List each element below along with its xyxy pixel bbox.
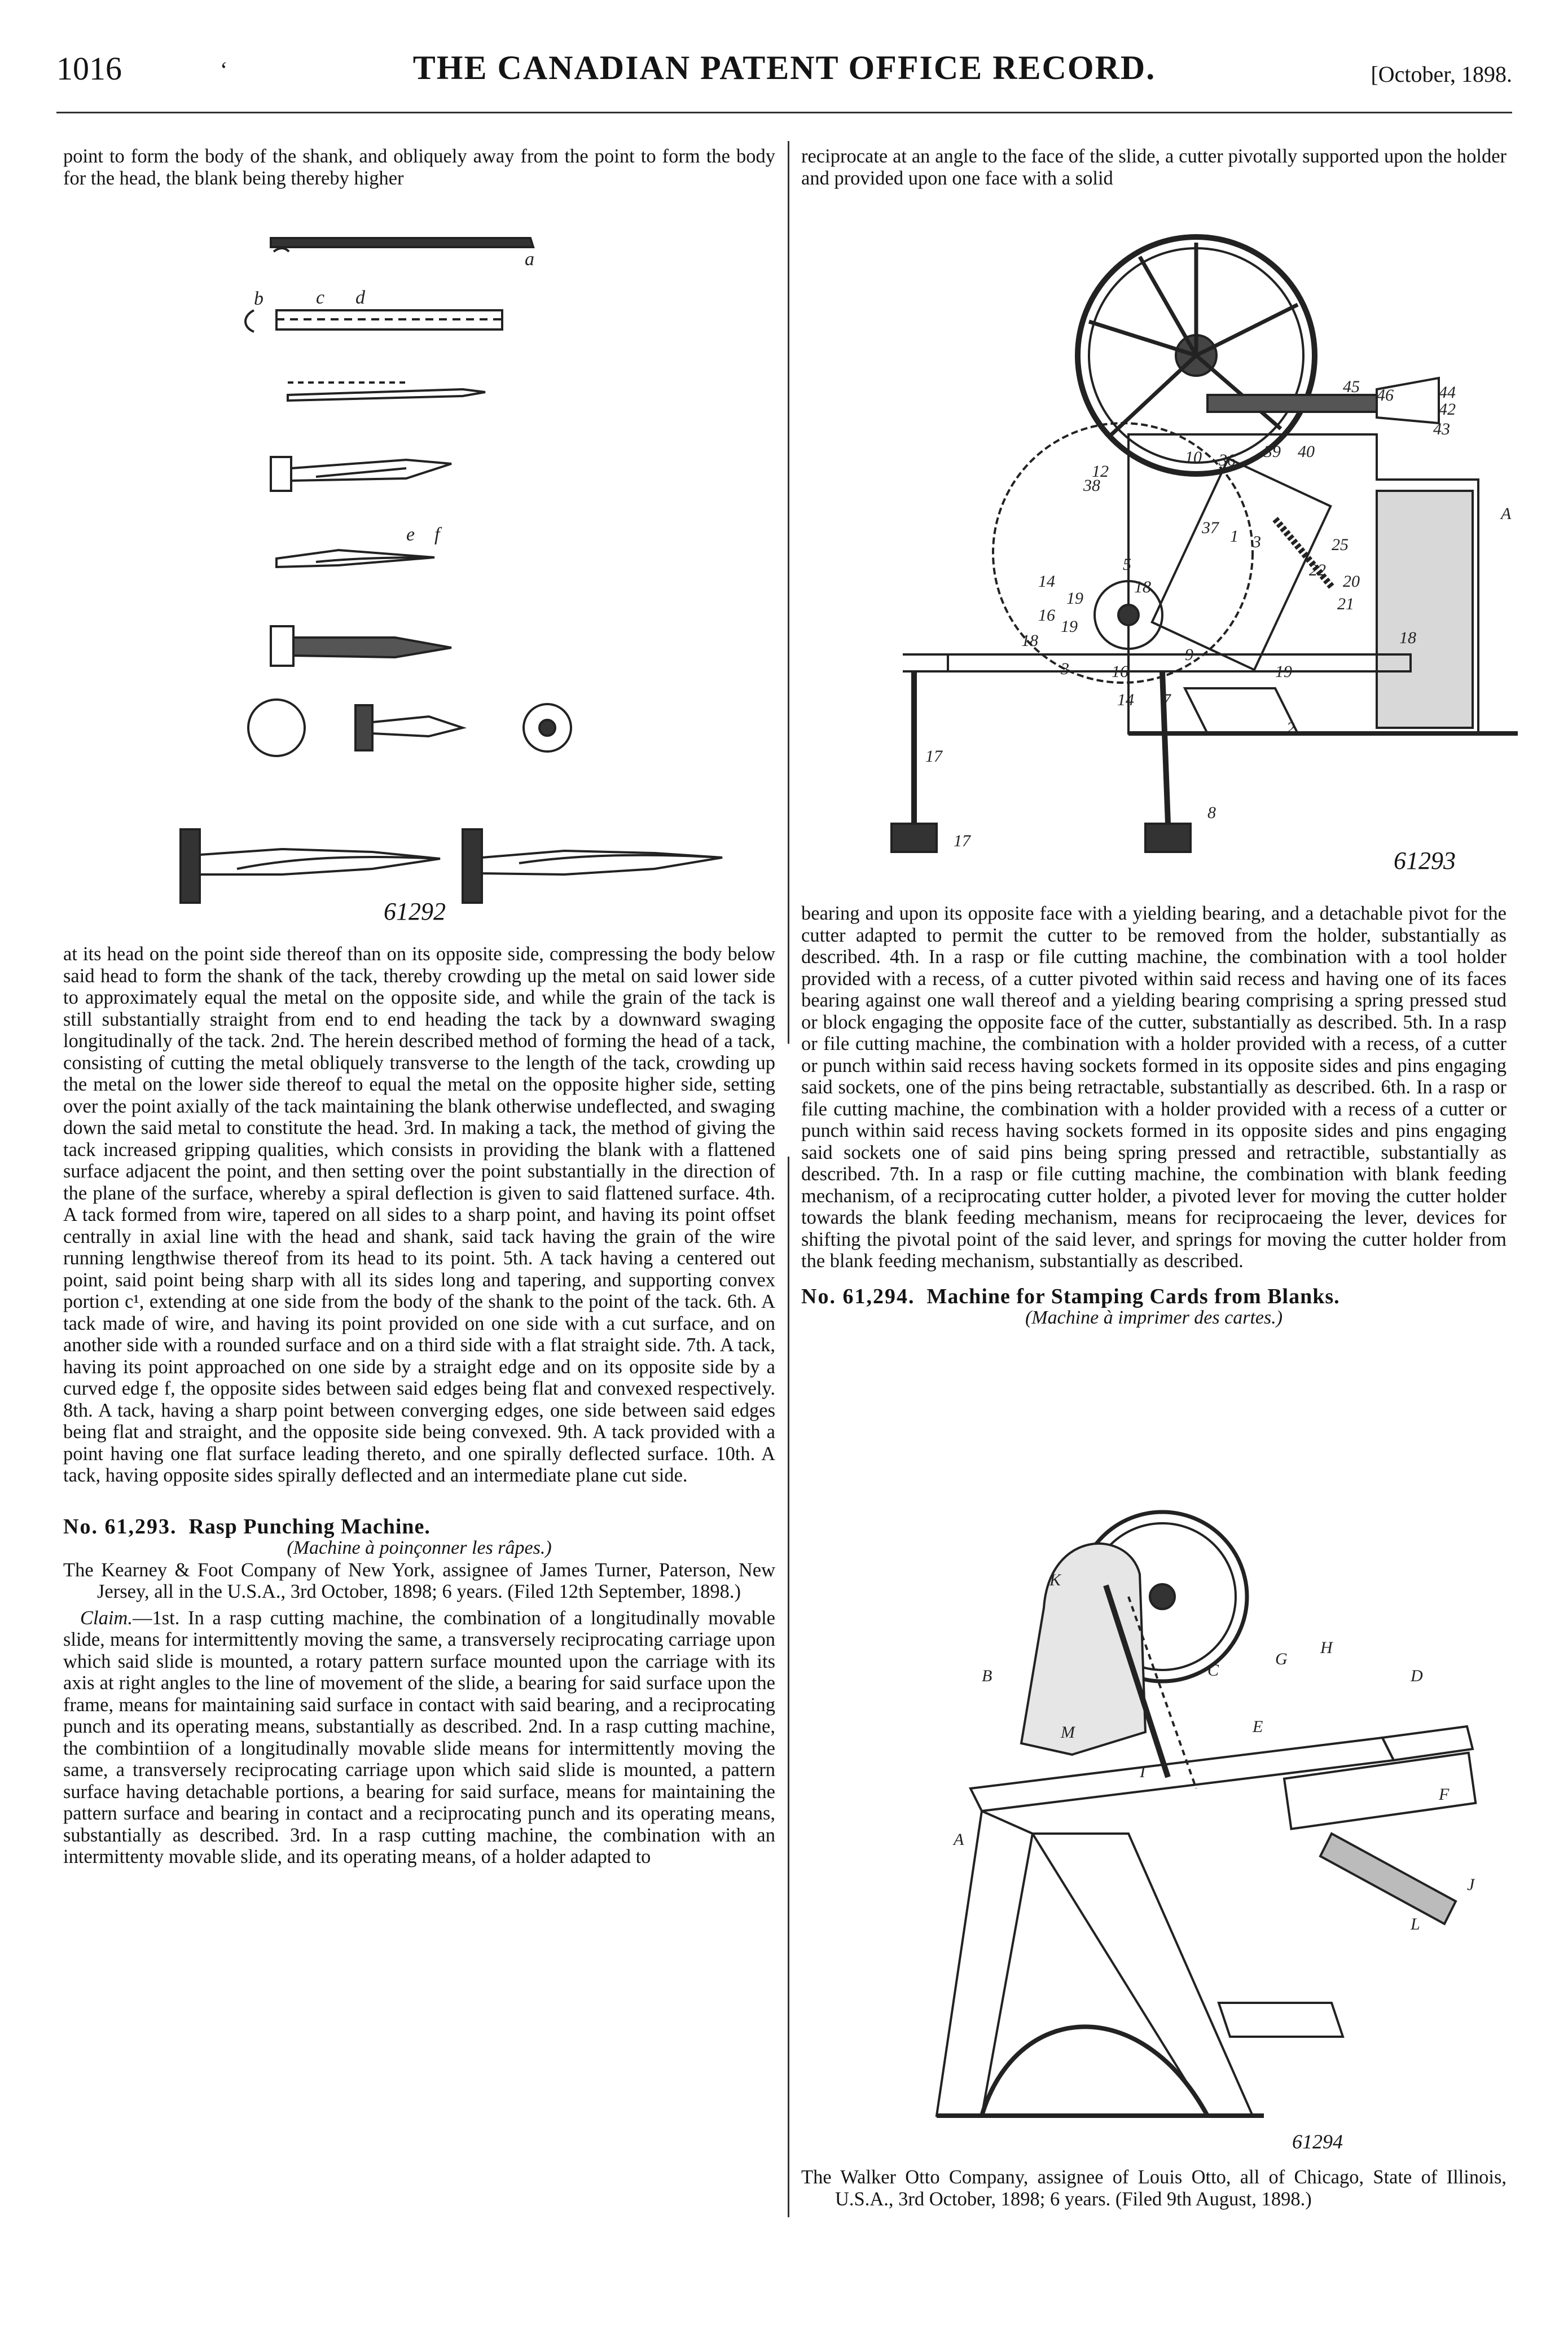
figure-61292-tack-stages — [169, 220, 734, 931]
page-header — [56, 50, 1512, 100]
letter-e: e — [406, 524, 415, 545]
entry-61294-title: Machine for Stamping Cards from Blanks. — [926, 1284, 1340, 1308]
ref-37: 22 — [1309, 561, 1326, 579]
ref-40: 37 — [1202, 518, 1219, 537]
ref-b: B — [982, 1667, 992, 1685]
ref-46: 43 — [1433, 420, 1450, 438]
ref-j: J — [1467, 1875, 1475, 1894]
ref-1: 1 — [1230, 527, 1238, 546]
left-column-top-text — [63, 146, 775, 189]
ref-13b: 14 — [1117, 691, 1134, 709]
entry-61293-title: Rasp Punching Machine. — [188, 1514, 431, 1539]
ref-f: F — [1439, 1785, 1450, 1804]
column-divider-top — [788, 141, 789, 1044]
claim-text: —1st. In a rasp cutting machine, the combination of a longitudinally movable slide, means for intermittently moving the same, a transversely reciprocating carriage upon which said slide is mounted, a rotary pattern surface mounted upon the carriage with its axis at right angles to the line of movement of the slide, a bearing for said surface upon the frame, means for maintaining said surface in contact with said bearing, and a reciprocating punch and its operating means, substantially as described. 2nd. In a rasp cutting machine, the combintiion of a longitudinally movable slide means for intermittently moving the same, a transversely reciprocating carriage upon which said slide is mounted, a pattern surface having detachable portions, a bearing for said surface, means for maintaining the pattern surface and bearing in contact and a reciprocating punch and its operating means, substantially as described. 3rd. In a rasp cutting machine, the combination with an intermittenty movable slide, and its operating means, of a holder adapted to — [63, 1607, 775, 1867]
header-rule — [56, 112, 1512, 113]
header-mark: ‘ — [220, 57, 228, 82]
figure-61294-stamping-machine — [903, 1495, 1501, 2138]
ref-21: 19 — [1061, 617, 1078, 636]
right-column-top-text — [801, 146, 1506, 189]
figure-61293-rasp-machine — [869, 226, 1518, 891]
ref-2: 2 — [1286, 719, 1295, 737]
ref-3b: 3 — [1061, 660, 1069, 678]
letter-b: b — [254, 288, 263, 309]
stamping-machine-drawing — [903, 1495, 1501, 2138]
ref-9: 9 — [1185, 645, 1193, 664]
ref-42: 38 — [1083, 476, 1100, 495]
letter-a: a — [525, 249, 534, 270]
ref-39: 36 — [1219, 451, 1236, 469]
entry-61294-number: No. 61,294. — [801, 1284, 915, 1308]
letter-c: c — [316, 287, 325, 308]
journal-title: THE CANADIAN PATENT OFFICE RECORD. — [412, 49, 1156, 86]
ref-l: L — [1411, 1915, 1420, 1933]
ref-e: E — [1253, 1717, 1263, 1736]
column-divider-bottom — [788, 1157, 789, 2217]
ref-3: 3 — [1253, 533, 1261, 551]
left-column-body — [63, 943, 775, 1868]
ref-44: 40 — [1298, 442, 1315, 461]
ref-i: I — [1140, 1763, 1145, 1781]
ref-25: 20 — [1343, 572, 1360, 591]
entry-61293-number: No. 61,293. — [63, 1514, 177, 1539]
ref-49: 46 — [1377, 386, 1394, 405]
ref-A: A — [1501, 504, 1512, 523]
entry-61293-claims — [63, 1607, 775, 1868]
ref-d: D — [1411, 1667, 1423, 1685]
ref-h: H — [1320, 1638, 1333, 1657]
ref-12: 12 — [1092, 462, 1109, 481]
ref-13: 14 — [1038, 572, 1055, 591]
continuation-text-right: reciprocate at an angle to the face of the slide, a cutter pivotally supported upon the holder and provided upon one face with a solid — [801, 146, 1506, 189]
ref-43: 39 — [1264, 442, 1281, 461]
page-number: 1016 — [56, 50, 122, 87]
ref-20: 18 — [1134, 578, 1151, 596]
ref-36: 21 — [1337, 595, 1354, 613]
entry-61294-french-title: (Machine à imprimer des cartes.) — [1025, 1307, 1283, 1328]
ref-18: 18 — [1021, 631, 1038, 650]
ref-14: 16 — [1038, 606, 1055, 625]
letter-d: d — [355, 287, 365, 308]
entry-61293-french-title: (Machine à poinçonner les râpes.) — [287, 1537, 552, 1558]
ref-k: K — [1049, 1571, 1061, 1589]
entry-61294-heading — [801, 1286, 1506, 1308]
issue-date: [October, 1898. — [1371, 61, 1512, 87]
ref-a: A — [954, 1830, 964, 1849]
ref-18b: 18 — [1399, 629, 1416, 647]
ref-48: 45 — [1343, 377, 1360, 396]
ref-10: 10 — [1185, 448, 1202, 467]
ref-7: 7 — [1162, 691, 1171, 709]
claims-61293-continued: bearing and upon its opposite face with a yielding bearing, and a detachable pivot for the cutter adapted to permit the cutter to be removed from the holder, substantially as described. 4th. In a rasp or file cutting machine, the combination with a tool holder provided with a recess, of a cutter pivoted within said recess and having one of its faces bearing against one wall thereof and a yielding bearing comprising a spring pressed stud or block engaging the opposite face of the cutter, substantially as described. 5th. In a rasp or file cutting machine, the combination with a holder provided with a recess, of a cutter or punch within said recess having sockets formed in its opposite sides and pins engaging said sockets, one of the pins being retractable, substantially as described. 6th. In a rasp or file cutting machine, the combination with a holder provided with a recess of a cutter or punch within said recess having sockets formed in its opposite sides and pins engaging said sockets one of said pins being spring pressed and retractible, substantially as described. 7th. In a rasp or file cutting machine, the combination with blank feeding mechanism, of a reciprocating cutter holder, a pivoted lever for moving the cutter holder towards the blank feeding mechanism, means for reciprocaeing the lever, devices for shifting the pivotal point of the said lever, and springs for moving the cutter holder from the blank feeding mechanism, substantially as described. — [801, 903, 1506, 1272]
entry-61294-assignee: The Walker Otto Company, assignee of Louis Otto, all of Chicago, State of Illinois, U.S.A., 3rd October, 1898; 6 years. (Filed 9th August, 1898.) — [801, 2166, 1506, 2210]
ref-47: 44 — [1439, 383, 1456, 402]
ref-22: 19 — [1066, 589, 1083, 608]
ref-45: 42 — [1439, 400, 1456, 419]
figure-61293-label: 61293 — [1394, 847, 1456, 874]
claim-label: Claim. — [80, 1607, 133, 1629]
entry-61293-assignee: The Kearney & Foot Company of New York, assignee of James Turner, Paterson, New Jersey, all in the U.S.A., 3rd October, 1898; 6 years. (Filed 12th September, 1898.) — [63, 1559, 775, 1602]
ref-16: 17 — [954, 832, 970, 850]
ref-g: G — [1275, 1650, 1288, 1668]
figure-61294-label: 61294 — [1292, 2130, 1343, 2153]
ref-c: C — [1207, 1661, 1219, 1680]
rasp-machine-drawing — [869, 226, 1518, 891]
right-column-body — [801, 903, 1506, 1329]
tack-stages-drawing — [169, 220, 734, 931]
ref-17: 17 — [925, 747, 942, 766]
figure-61292-label: 61292 — [384, 898, 446, 925]
letter-f: f — [434, 524, 440, 545]
ref-14b: 16 — [1112, 662, 1128, 681]
ref-5: 5 — [1123, 555, 1131, 574]
entry-61293-heading — [63, 1516, 775, 1538]
continuation-text: point to form the body of the shank, and obliquely away from the point to form the body for the head, the blank being thereby higher — [63, 146, 775, 189]
right-column-bottom-text — [801, 2166, 1506, 2210]
claims-61292-text: at its head on the point side thereof than on its opposite side, compressing the body below said head to form the shank of the tack, thereby crowding up the metal on said lower side to approximately equal the metal on the opposite side, and while the grain of the tack is still substantially straight from end to end heading the tack by a downward swaging longitudinally of the tack. 2nd. The herein described method of forming the head of a tack, consisting of cutting the metal obliquely transverse to the length of the tack, crowding up the metal on the lower side thereof to equal the metal on the opposite higher side, setting over the point axially of the tack maintaining the blank otherwise undeflected, and swaging down the said metal to constitute the head. 3rd. In making a tack, the method of giving the tack increased gripping qualities, which consists in providing the blank with a flattened surface adjacent the point, and then setting over the point substantially in the direction of the plane of the surface, whereby a spiral deflection is given to said flattened surface. 4th. A tack formed from wire, tapered on all sides to a sharp point, and having its point offset centrally in axial line with the head and shank, said tack having the grain of the wire running lengthwise thereof from its head to its point. 5th. A tack having a centered out point, said point being sharp with all its sides long and tapering, and supporting convex portion c¹, extending at one side from the body of the shank to the point of the tack. 6th. A tack made of wire, and having its point provided on one side with a cut surface, and on another side with a rounded surface and on a third side with a flat straight side. 7th. A tack, having its point approached on one side by a straight edge and on its opposite side by a curved edge f, the opposite sides between said edges being flat and convexed respectively. 8th. A tack, having a sharp point between converging edges, one side between said edges being flat and straight, and the opposite side being convexed. 9th. A tack provided with a point having one flat surface leading thereto, and one spirally deflected surface. 10th. A tack, having opposite sides spirally deflected and an intermediate plane cut side. — [63, 943, 775, 1486]
ref-19: 19 — [1275, 662, 1292, 681]
ref-m: M — [1061, 1723, 1075, 1742]
ref-38: 25 — [1332, 535, 1349, 554]
ref-8: 8 — [1207, 803, 1216, 822]
